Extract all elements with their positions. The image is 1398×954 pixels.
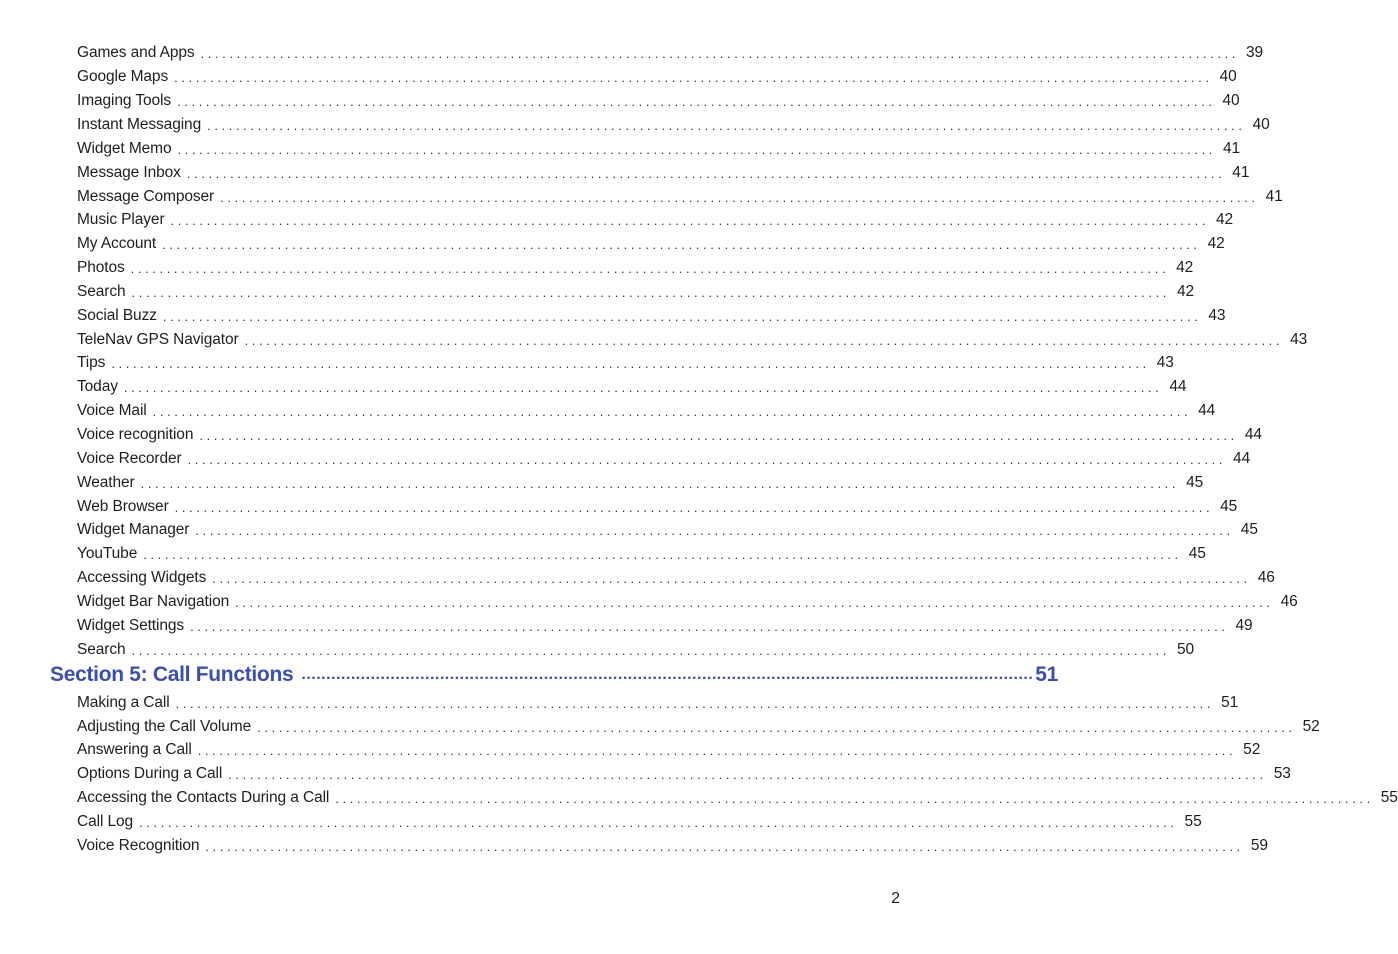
toc-entry-label: Adjusting the Call Volume — [77, 718, 252, 735]
toc-entry-page: 40 — [1219, 68, 1237, 85]
toc-entry-label: Photos — [77, 259, 125, 276]
toc-entry-page: 42 — [1207, 235, 1225, 252]
toc-entry[interactable] — [77, 638, 1195, 662]
toc-entry-label: Social Buzz — [77, 307, 157, 324]
toc-entry-page: 59 — [1250, 837, 1268, 854]
toc-entry[interactable] — [77, 304, 1226, 328]
toc-entry-label: Games and Apps — [77, 44, 195, 61]
toc-entry-label: Options During a Call — [77, 765, 223, 782]
dot-leader: ................................................................................................................................................ — [195, 522, 1234, 538]
toc-entry-page: 43 — [1208, 307, 1226, 324]
toc-entry[interactable] — [77, 810, 1202, 834]
toc-entry[interactable] — [77, 691, 1239, 715]
toc-entry-label: My Account — [77, 235, 157, 252]
section-heading-page: 51 — [1035, 663, 1059, 686]
dot-leader: ................................................................................................................................................ — [220, 189, 1259, 205]
dot-leader: ................................................................................................................................................ — [130, 260, 1170, 276]
toc-entry[interactable] — [77, 351, 1174, 375]
dot-leader: ................................................................................................................................................ — [190, 618, 1229, 634]
toc-entry-page: 45 — [1186, 474, 1204, 491]
toc-entry-label: Widget Manager — [77, 521, 190, 538]
toc-entry-label: Voice Recorder — [77, 450, 182, 467]
dot-leader: ................................................................................................................................................ — [186, 165, 1226, 181]
toc-entry-page: 51 — [1221, 694, 1239, 711]
toc-entry-page: 43 — [1290, 331, 1308, 348]
toc-entry[interactable] — [77, 375, 1187, 399]
dot-leader: ................................................................................................................................................ — [162, 308, 1202, 324]
toc-entry-page: 49 — [1235, 617, 1253, 634]
toc-entry-page: 42 — [1216, 211, 1234, 228]
toc-entry[interactable] — [77, 208, 1234, 232]
toc-entry[interactable] — [77, 447, 1251, 471]
dot-leader: ................................................................................................................................................ — [111, 355, 1150, 371]
toc-entry-page: 42 — [1176, 259, 1194, 276]
toc-entry-label: TeleNav GPS Navigator — [77, 331, 239, 348]
toc-entry[interactable] — [77, 471, 1204, 495]
toc-entry-page: 44 — [1233, 450, 1251, 467]
toc-entry-page: 44 — [1198, 402, 1216, 419]
toc-entry[interactable] — [77, 786, 1398, 810]
toc-entry-page: 45 — [1188, 545, 1206, 562]
toc-entry-page: 55 — [1380, 789, 1398, 806]
toc-entry-page: 44 — [1169, 378, 1187, 395]
toc-entry-label: Search — [77, 283, 126, 300]
dot-leader: ................................................................................................................................................ — [207, 117, 1246, 133]
dot-leader: ................................................................................................................................................ — [187, 451, 1227, 467]
dot-leader: ................................................................................................................................................ — [335, 790, 1374, 806]
toc-entry-page: 53 — [1273, 765, 1291, 782]
dot-leader: ................................................................................................................................................ — [139, 814, 1178, 830]
toc-entry-label: Message Inbox — [77, 164, 181, 181]
toc-entry-page: 42 — [1176, 283, 1195, 300]
toc-entry[interactable] — [77, 113, 1270, 137]
dot-leader: ................................................................................................................................................ — [175, 695, 1215, 711]
toc-entry-page: 41 — [1232, 164, 1250, 181]
toc-entry-label: Instant Messaging — [77, 116, 202, 133]
toc-entry[interactable] — [77, 495, 1238, 519]
toc-entry-label: YouTube — [77, 545, 138, 562]
toc-entry-page: 44 — [1244, 426, 1262, 443]
toc-entry-page: 52 — [1302, 718, 1320, 735]
toc-entry[interactable] — [77, 834, 1268, 858]
toc-entry-label: Accessing the Contacts During a Call — [77, 789, 330, 806]
toc-entry[interactable] — [77, 738, 1261, 762]
dot-leader: ................................................................................................................................................ — [177, 93, 1216, 109]
dot-leader: ................................................................................................................................................ — [140, 475, 1180, 491]
toc-entry-page: 46 — [1257, 569, 1275, 586]
toc-entry[interactable] — [77, 566, 1275, 590]
dot-leader: ................................................................................................................................................ — [123, 379, 1163, 395]
toc-entry-page: 41 — [1265, 188, 1283, 205]
toc-entry-label: Web Browser — [77, 498, 169, 515]
toc-entry[interactable] — [77, 715, 1320, 739]
dot-leader: ................................................................................................................................................ — [199, 427, 1238, 443]
toc-entry-label: Tips — [77, 354, 106, 371]
toc-entry[interactable] — [77, 185, 1283, 209]
toc-entry[interactable] — [77, 280, 1195, 304]
dot-leader: ................................................................................................................................................ — [162, 236, 1201, 252]
dot-leader: ................................................................................................................................................ — [131, 284, 1171, 300]
dot-leader: ................................................................................................................................................ — [244, 332, 1284, 348]
toc-entry-label: Voice recognition — [77, 426, 194, 443]
toc-entry[interactable] — [77, 614, 1253, 638]
dot-leader: ................................................................................................................................................ — [174, 69, 1213, 85]
toc-entry[interactable] — [77, 423, 1262, 447]
dot-leader: ................................................................................................................................................ — [197, 742, 1237, 758]
toc-entry[interactable] — [77, 161, 1250, 185]
toc-entry[interactable] — [77, 41, 1264, 65]
dot-leader: ................................................................................................................................................ — [152, 403, 1192, 419]
toc-entry[interactable] — [77, 65, 1237, 89]
dot-leader: ................................................................................................................................................ — [212, 570, 1251, 586]
dot-leader: ................................................................................................................................................ — [174, 499, 1214, 515]
toc-entry-page: 45 — [1220, 498, 1238, 515]
dot-leader: ................................................................................................................................................ — [235, 594, 1274, 610]
toc-entry[interactable] — [77, 328, 1308, 352]
toc-entry-label: Voice Mail — [77, 402, 147, 419]
toc-entry-label: Accessing Widgets — [77, 569, 207, 586]
toc-entry-page: 39 — [1245, 44, 1264, 61]
toc-entry[interactable] — [77, 762, 1291, 786]
toc-entry-page: 40 — [1222, 92, 1240, 109]
toc-entry-page: 43 — [1156, 354, 1174, 371]
toc-entry-label: Today — [77, 378, 118, 395]
toc-entry-label: Answering a Call — [77, 741, 192, 758]
toc-entry-label: Voice Recognition — [77, 837, 200, 854]
toc-entry[interactable] — [77, 89, 1240, 113]
toc-entry[interactable] — [77, 542, 1206, 566]
toc-entry-label: Making a Call — [77, 694, 170, 711]
toc-entry-page: 40 — [1252, 116, 1270, 133]
toc-entry[interactable] — [77, 399, 1216, 423]
page-number: 2 — [891, 890, 900, 907]
toc-entry[interactable] — [77, 256, 1194, 280]
toc-entry-page: 46 — [1280, 593, 1298, 610]
toc-entry-label: Widget Memo — [77, 140, 172, 157]
dot-leader: ................................................................................................................................................ — [170, 212, 1210, 228]
dot-leader: .................................................................................................................................................... — [301, 666, 1034, 683]
toc-entry[interactable] — [77, 590, 1298, 614]
toc-entry-label: Widget Bar Navigation — [77, 593, 230, 610]
dot-leader: ................................................................................................................................................ — [131, 642, 1171, 658]
toc-entry-label: Search — [77, 641, 126, 658]
dot-leader: ................................................................................................................................................ — [257, 719, 1296, 735]
toc-entry-page: 41 — [1222, 140, 1241, 157]
toc-entry-page: 50 — [1176, 641, 1195, 658]
dot-leader: ................................................................................................................................................ — [228, 766, 1267, 782]
dot-leader: ................................................................................................................................................ — [205, 838, 1244, 854]
toc-entry[interactable] — [77, 137, 1241, 161]
toc-entry-label: Imaging Tools — [77, 92, 172, 109]
toc-entry-label: Call Log — [77, 813, 134, 830]
toc-entry-label: Message Composer — [77, 188, 215, 205]
toc-entry-label: Weather — [77, 474, 135, 491]
toc-entry-page: 52 — [1243, 741, 1261, 758]
dot-leader: ................................................................................................................................................ — [177, 141, 1217, 157]
section-heading[interactable] — [50, 661, 1059, 689]
toc-entry-page: 55 — [1184, 813, 1202, 830]
toc-entry-label: Music Player — [77, 211, 165, 228]
section-heading-label: Section 5: Call Functions — [50, 663, 294, 686]
toc-entry-label: Widget Settings — [77, 617, 185, 634]
dot-leader: ................................................................................................................................................ — [143, 546, 1182, 562]
toc-entry[interactable] — [77, 518, 1258, 542]
toc-entry-page: 45 — [1240, 521, 1258, 538]
toc-entry-label: Google Maps — [77, 68, 169, 85]
dot-leader: ................................................................................................................................................ — [200, 45, 1240, 61]
toc-entry[interactable] — [77, 232, 1225, 256]
